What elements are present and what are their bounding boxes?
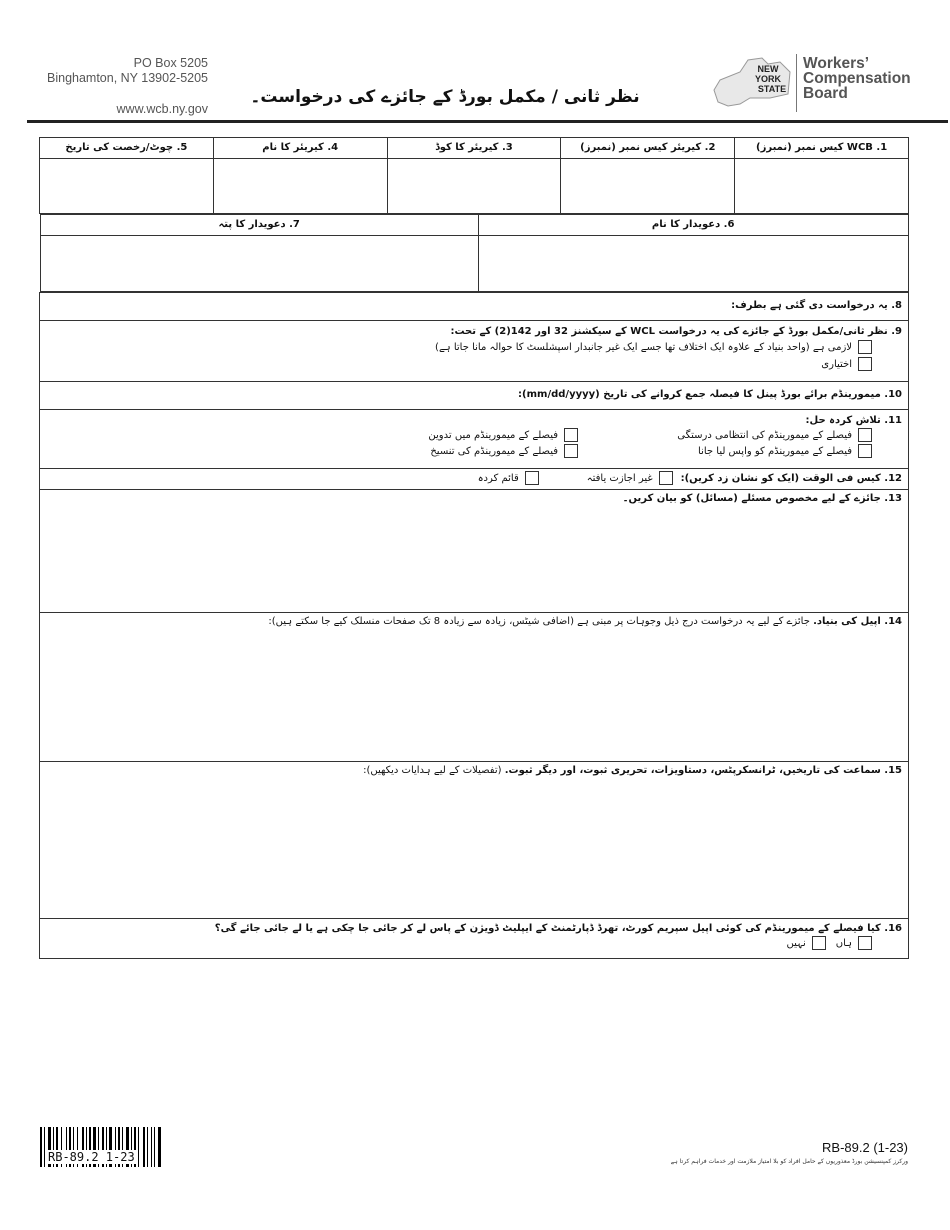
amend-label: فیصلے کے میمورینڈم میں تدوین [428, 429, 558, 441]
yes-checkbox[interactable] [858, 936, 872, 950]
request-form [39, 137, 909, 959]
section-16-label: 16. کیا فیصلے کے میمورینڈم کی کوئی اپیل سپریم کورٹ، تھرڈ ڈپارٹمنٹ کے ایپلیٹ ڈویژن کے پاس لے کر جائی جا چکی ہے یا لے جائی جائے گی؟ [214, 923, 902, 934]
unpermitted-checkbox[interactable] [659, 471, 673, 485]
carrier-case-input[interactable] [561, 159, 735, 214]
unpermitted-label: غیر اجازت یافتہ [586, 472, 653, 484]
optional-label: اختیاری [821, 358, 852, 370]
section-14[interactable] [40, 613, 909, 762]
field-wcb-case-label: 1. WCB کیس نمبر (نمبرز) [735, 138, 909, 159]
optional-checkbox[interactable] [858, 357, 872, 371]
section-15-desc: (تفصیلات کے لیے ہدایات دیکھیں): [363, 765, 505, 776]
footer-note: ورکرز کمپنسیشن بورڈ معذوریوں کے حامل افراد کو بلا امتیاز ملازمت اور خدمات فراہم کرتا ہے [670, 1158, 908, 1165]
field-injury-date-label: 5. چوٹ/رخصت کی تاریخ [40, 138, 214, 159]
claimant-name-label: 6. دعویدار کا نام [478, 215, 908, 236]
section-15[interactable] [40, 762, 909, 919]
mandatory-label: لازمی ہے (واحد بنیاد کے علاوہ ایک اختلاف تھا جسے ایک غیر جانبدار اسپشلسٹ کا حوالہ مانا جاتا ہے) [435, 341, 852, 353]
section-14-desc: جائزے کے لیے یہ درخواست درج ذیل وجوہات پر مبنی ہے (اضافی شیٹس، زیادہ سے زیادہ 8 تک صفحات منسلک کیے جا سکتے ہیں): [268, 616, 814, 627]
field-carrier-name-label: 4. کیریئر کا نام [213, 138, 387, 159]
website: www.wcb.ny.gov [116, 102, 208, 116]
section-9 [40, 321, 909, 382]
admin-correction-checkbox[interactable] [858, 428, 872, 442]
yes-label: ہاں [835, 937, 852, 949]
amend-checkbox[interactable] [564, 428, 578, 442]
header-rule [27, 120, 948, 123]
mandatory-checkbox[interactable] [858, 340, 872, 354]
admin-correction-label: فیصلے کے میمورینڈم کی انتظامی درستگی [677, 429, 852, 441]
injury-date-input[interactable] [40, 159, 214, 214]
logo-org-line1: Workers’ [803, 55, 870, 72]
rescind-label: فیصلے کے میمورینڈم کی تنسیخ [430, 445, 558, 457]
section-13[interactable] [40, 490, 909, 613]
logo-state-line3: STATE [757, 84, 787, 94]
section-8[interactable] [40, 293, 909, 321]
logo-separator [796, 54, 797, 112]
barcode-text: RB-89.2 1-23 [48, 1150, 135, 1164]
logo-state-line2: YORK [754, 74, 782, 84]
section-12 [40, 469, 909, 490]
claimant-address-label: 7. دعویدار کا پتہ [40, 215, 478, 236]
carrier-name-input[interactable] [213, 159, 387, 214]
section-10-label: 10. میمورینڈم برائے بورڈ پینل کا فیصلہ جمع کروانے کی تاریخ (mm/dd/yyyy): [518, 389, 902, 400]
wcb-case-input[interactable] [735, 159, 909, 214]
withdraw-label: فیصلے کے میمورینڈم کو واپس لیا جانا [698, 445, 852, 457]
withdraw-checkbox[interactable] [858, 444, 872, 458]
claimant-name-input[interactable] [478, 236, 908, 292]
logo-org-line3: Board [803, 85, 848, 102]
established-checkbox[interactable] [525, 471, 539, 485]
nys-logo-icon [710, 54, 794, 110]
form-number: RB-89.2 (1-23) [822, 1140, 908, 1155]
section-13-label: 13. جائزے کے لیے مخصوص مسئلے (مسائل) کو بیان کریں۔ [622, 493, 902, 504]
carrier-code-input[interactable] [387, 159, 561, 214]
section-15-label: 15. سماعت کی تاریخیں، ٹرانسکرپٹس، دستاویزات، تحریری ثبوت، اور دیگر ثبوت. [504, 765, 902, 776]
logo-org-line2: Compensation [803, 70, 911, 87]
section-9-label: 9. نظر ثانی/مکمل بورڈ کے جائزے کی یہ درخواست WCL کے سیکشنز 32 اور 142(2) کے تحت: [450, 326, 902, 337]
page-title: نظر ثانی / مکمل بورڈ کے جائزے کی درخواست۔ [250, 87, 640, 107]
no-label: نہیں [786, 937, 806, 949]
section-11-label: 11. تلاش کردہ حل: [805, 415, 902, 426]
section-10[interactable] [40, 382, 909, 410]
section-16 [40, 919, 909, 959]
section-12-label: 12. کیس فی الوقت (ایک کو نشان زد کریں): [680, 472, 902, 484]
field-carrier-case-label: 2. کیریئر کیس نمبر (نمبرز) [561, 138, 735, 159]
section-8-label: 8. یہ درخواست دی گئی ہے بطرف: [731, 300, 902, 311]
address-city: Binghamton, NY 13902-5205 [47, 71, 208, 85]
logo-state-line1: NEW [757, 64, 779, 74]
claimant-address-input[interactable] [40, 236, 478, 292]
section-11 [40, 410, 909, 469]
established-label: قائم کردہ [477, 472, 519, 484]
rescind-checkbox[interactable] [564, 444, 578, 458]
logo-org-name [803, 56, 911, 101]
no-checkbox[interactable] [812, 936, 826, 950]
po-box: PO Box 5205 [133, 56, 208, 70]
field-carrier-code-label: 3. کیریئر کا کوڈ [387, 138, 561, 159]
section-14-label: 14. اپیل کی بنیاد. [813, 616, 902, 627]
